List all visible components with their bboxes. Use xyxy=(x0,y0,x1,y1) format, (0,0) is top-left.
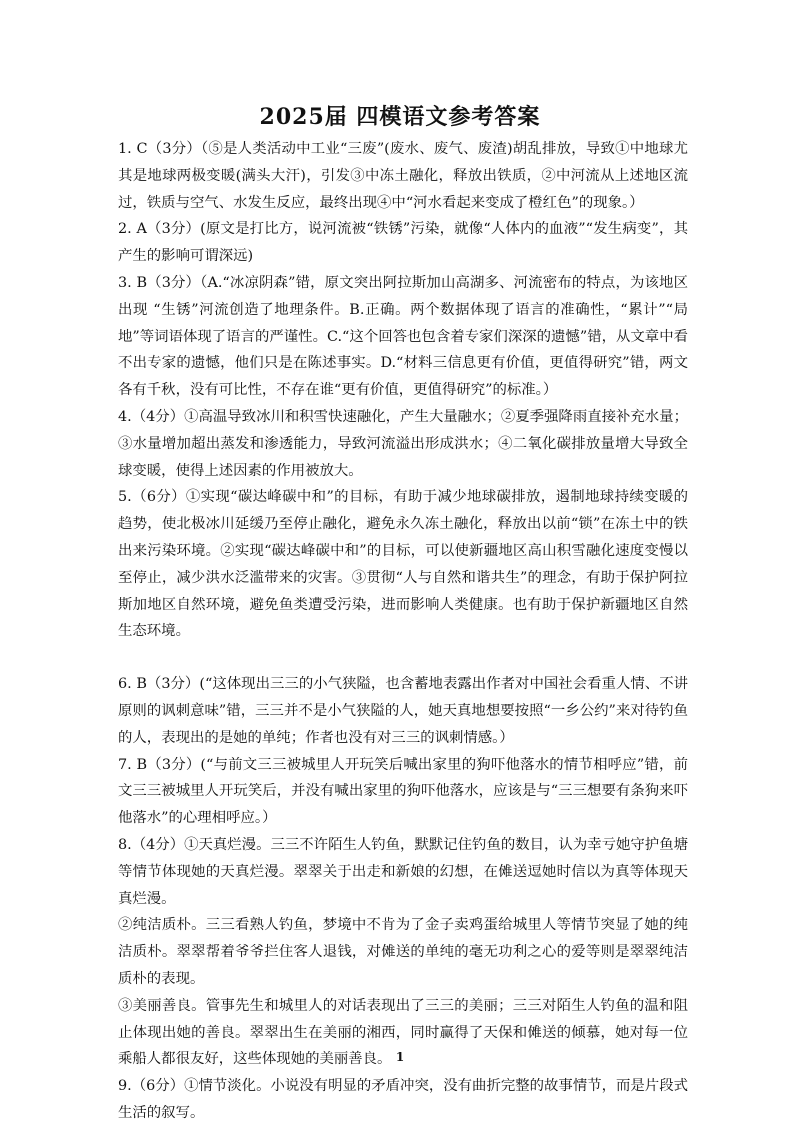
answer-8-point-3: ③美丽善良。管事先生和城里人的对话表现出了三三的美丽；三三对陌生人钓鱼的温和阻止体现出她的善良。翠翠出生在美丽的湘西，同时赢得了天保和傩送的倾慕，她对每一位乘船人都很友好，这些体现她的美丽善良。 xyxy=(118,997,688,1068)
answer-9: 9.（6分）①情节淡化。小说没有明显的矛盾冲突，没有曲折完整的故事情节，而是片段式生活的叙写。 xyxy=(118,1078,688,1121)
answer-list xyxy=(118,136,688,1127)
section-gap xyxy=(118,645,688,671)
answer-7: 7. B（3分）(“与前文三三被城里人开玩笑后喊出家里的狗吓他落水的情节相呼应”错，前文三三被城里人开玩笑后，并没有喊出家里的狗吓他落水，应该是与“三三想要有条狗来吓他落水”的心理相呼应。） xyxy=(118,756,688,827)
answer-5: 5.（6分）①实现“碳达峰碳中和”的目标，有助于减少地球碳排放，遏制地球持续变暖的趋势，使北极冰川延缓乃至停止融化，避免永久冻土融化，释放出以前“锁”在冻土中的铁出来污染环境。②实现“碳达峰碳中和”的目标，可以使新疆地区高山积雪融化速度变慢以至停止，减少洪水泛滥带来的灾害。③贯彻“人与自然和谐共生”的理念，有助于保护阿拉斯加地区自然环境，避免鱼类遭受污染，进而影响人类健康。也有助于保护新疆地区自然生态环境。 xyxy=(118,489,688,640)
answer-3: 3. B（3分）（A.“冰凉阴森”错，原文突出阿拉斯加山高湖多、河流密布的特点，为该地区出现 “生锈”河流创造了地理条件。B.正确。两个数据体现了语言的准确性，“累计”“局地”等词语体现了语言的严谨性。C.“这个回答也包含着专家们深深的遗憾”错，从文章中看不出专家的遗憾，他们只是在陈述事实。D.“材料三信息更有价值，更值得研究”错，两文各有千秋，没有可比性，不存在谁“更有价值，更值得研究”的标准。） xyxy=(118,274,688,399)
answer-2: 2. A（3分）(原文是打比方，说河流被“铁锈”污染，就像“人体内的血液”“发生病变”，其产生的影响可谓深远) xyxy=(118,221,688,265)
answer-6: 6. B（3分）(“这体现出三三的小气狭隘，也含蓄地表露出作者对中国社会看重人情、不讲原则的讽刺意味”错，三三并不是小气狭隘的人，她天真地想要按照“一乡公约”来对待钓鱼的人，表现出的是她的单纯；作者也没有对三三的讽刺情感。） xyxy=(118,676,688,746)
answer-8-point-2: ②纯洁质朴。三三看熟人钓鱼，梦境中不肯为了金子卖鸡蛋给城里人等情节突显了她的纯洁质朴。翠翠帮着爷爷拦住客人退钱，对傩送的单纯的毫无功利之心的爱等则是翠翠纯洁质朴的表现。 xyxy=(118,917,688,987)
answer-4: 4.（4分）①高温导致冰川和积雪快速融化，产生大量融水；②夏季强降雨直接补充水量；③水量增加超出蒸发和渗透能力，导致河流溢出形成洪水；④二氧化碳排放量增大导致全球变暖，使得上述因素的作用被放大。 xyxy=(118,408,688,479)
page-title: 2025届 四模语文参考答案 xyxy=(259,104,541,130)
answer-8-point-1: 8.（4分）①天真烂漫。三三不许陌生人钓鱼，默默记住钓鱼的数目，认为幸亏她守护鱼塘等情节体现她的天真烂漫。翠翠关于出走和新娘的幻想，在傩送逗她时信以为真等体现天真烂漫。 xyxy=(118,836,688,907)
answer-1: 1. C（3分）（⑤是人类活动中工业“三废”(废水、废气、废渣)胡乱排放，导致①中地球尤其是地球两极变暖(满头大汗)，引发③中冻土融化，释放出铁质，②中河流从上述地区流过，铁质与空气、水发生反应，最终出现④中“河水看起来变成了橙红色”的现象。） xyxy=(118,141,688,211)
page-number: 1 xyxy=(395,1050,405,1064)
